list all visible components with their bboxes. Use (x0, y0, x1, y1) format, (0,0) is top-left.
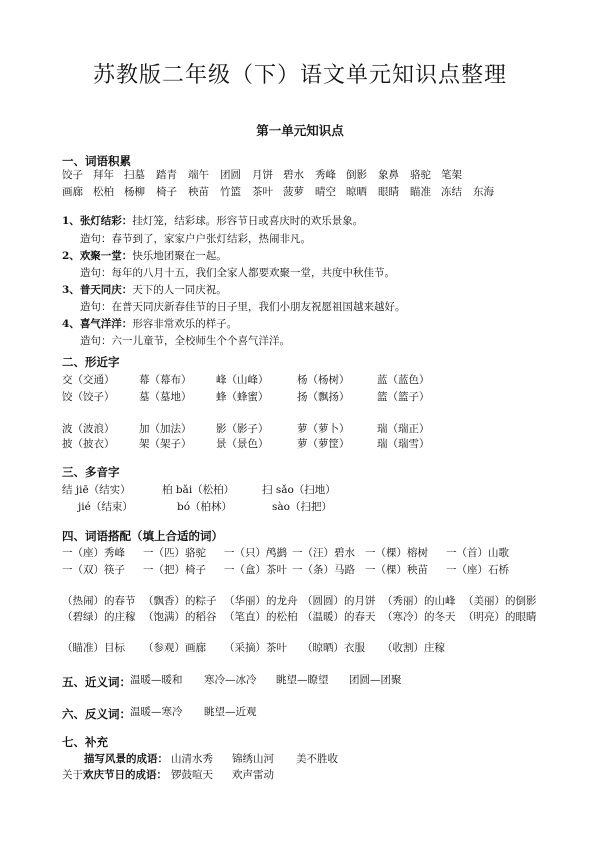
festival-idioms (0, 767, 600, 783)
similar-char-item: 饺（饺子） (62, 391, 115, 403)
vocab-word: 碧水 (283, 169, 304, 181)
vocab-row-1 (0, 167, 600, 183)
collocation-item: （秀丽）的山峰 (382, 595, 456, 607)
idiom-item: 山清水秀 (171, 753, 213, 765)
vocab-word: 画廊 (62, 186, 83, 198)
similar-char-item: 扬（飘扬） (297, 391, 350, 403)
idiom-item: 锣鼓喧天 (171, 769, 213, 781)
idiom-definition: 天下的人一同庆祝。 (132, 284, 227, 296)
idiom-item (62, 213, 363, 228)
collocation-item: （热闹）的春节 (62, 595, 136, 607)
similar-char-item: 萝（萝卜） (297, 423, 350, 435)
similar-char-item: 墓（墓地） (139, 391, 192, 403)
festival-idioms-label: 欢庆节日的成语： (83, 769, 167, 781)
idiom-number: 1、 (62, 215, 80, 227)
vocab-word: 秀峰 (315, 169, 336, 181)
idiom-number: 3、 (62, 284, 80, 296)
synonym-pair: 寒冷—冰冷 (204, 674, 257, 686)
similar-char-item: 萝（萝筐） (297, 438, 350, 450)
idiom-term: 普天同庆： (79, 284, 133, 296)
collocation-item: （飘香）的粽子 (143, 595, 217, 607)
vocab-word: 眼睛 (378, 186, 399, 198)
synonym-items (0, 672, 600, 688)
idiom-number: 4、 (62, 318, 80, 330)
similar-char-item: 波（波浪） (62, 423, 115, 435)
collocation-item: 一（盒）茶叶 (224, 564, 287, 576)
similar-char-item: 加（加法） (139, 423, 192, 435)
polyphone-item: 扫 sǎo（扫地） (262, 484, 336, 496)
idiom-item: 欢声雷动 (232, 769, 274, 781)
vocab-word: 晴空 (315, 186, 336, 198)
antonym-items (0, 704, 600, 720)
idiom-definition: 快乐地团聚在一起。 (132, 250, 227, 262)
polyphone-item: jié（结束） (78, 501, 133, 513)
collocation-item: （明亮）的眼睛 (463, 611, 537, 623)
collocation-item: 一（座）秀峰 (62, 547, 125, 559)
unit-subtitle: 第一单元知识点 (256, 123, 344, 138)
section-heading-antonyms: 六、反义词： (62, 707, 131, 721)
idiom-term: 欢聚一堂： (79, 250, 133, 262)
polyphone-item: 柏 bǎi（松柏） (162, 484, 235, 496)
idiom-sentence: 造句：每年的八月十五，我们全家人都要欢聚一堂，共度中秋佳节。 (80, 267, 395, 279)
idiom-sentence: 造句：六一儿童节，全校师生个个喜气洋洋。 (80, 335, 290, 347)
similar-char-item: 蓝（蓝色） (377, 374, 430, 386)
vocab-word: 拜年 (93, 169, 114, 181)
synonym-pair: 眺望—瞭望 (276, 674, 329, 686)
idiom-term: 张灯结彩： (79, 215, 133, 227)
section-heading-word-collocation: 四、词语搭配（填上合适的词） (62, 529, 223, 543)
vocab-word: 团圆 (220, 169, 241, 181)
collocation-item: （饱满）的稻谷 (143, 611, 217, 623)
similar-char-item: 杨（杨树） (297, 374, 350, 386)
collocation-item: （美丽）的倒影 (463, 595, 537, 607)
similar-chars-row (0, 421, 600, 437)
similar-char-item: 蜂（蜂蜜） (216, 391, 269, 403)
idiom-sentence: 造句：在普天同庆新春佳节的日子里，我们小朋友祝愿祖国越来越好。 (80, 301, 406, 313)
vocab-word: 杨柳 (124, 186, 145, 198)
similar-char-item: 瑞（瑞雪） (377, 438, 430, 450)
collocation-row (0, 545, 600, 561)
idiom-definition: 挂灯笼，结彩球。形容节日或喜庆时的欢乐景象。 (132, 215, 364, 227)
idiom-item (62, 316, 237, 331)
collocation-item: 一（棵）榕树 (365, 547, 428, 559)
collocation-row (0, 609, 600, 625)
similar-char-item: 幕（幕布） (139, 374, 192, 386)
similar-char-item: 瑞（瑞正） (377, 423, 430, 435)
collocation-item: 一（汪）碧水 (292, 547, 355, 559)
polyphone-item: sào（扫把） (272, 501, 332, 513)
vocab-word: 倒影 (346, 169, 367, 181)
idiom-item: 锦绣山河 (232, 753, 274, 765)
antonym-pair: 温暖—寒冷 (130, 706, 183, 718)
similar-char-item: 峰（山峰） (216, 374, 269, 386)
collocation-item: （寒冷）的冬天 (382, 611, 456, 623)
vocab-word: 月饼 (252, 169, 273, 181)
collocation-item: 一（条）马路 (292, 564, 355, 576)
vocab-word: 松柏 (93, 186, 114, 198)
section-heading-similar-chars: 二、形近字 (62, 355, 120, 369)
similar-chars-row (0, 389, 600, 405)
polyphone-item: 结 jiē（结实） (62, 484, 131, 496)
collocation-row (0, 593, 600, 609)
idiom-definition: 形容非常欢乐的样子。 (132, 318, 238, 330)
synonym-pair: 温暖—暖和 (130, 674, 183, 686)
vocab-word: 茶叶 (252, 186, 273, 198)
vocab-word: 竹篮 (220, 186, 241, 198)
idiom-item (62, 248, 227, 263)
collocation-item: （温暖）的春天 (302, 611, 376, 623)
similar-char-item: 披（披衣） (62, 438, 115, 450)
vocab-word: 瞄准 (410, 186, 431, 198)
synonym-pair: 团圆—团聚 (349, 674, 402, 686)
collocation-item: （圆圆）的月饼 (302, 595, 376, 607)
vocab-word: 东海 (473, 186, 494, 198)
vocab-word: 晾晒 (346, 186, 367, 198)
similar-chars-row (0, 372, 600, 388)
vocab-word: 骆驼 (410, 169, 431, 181)
vocab-word: 秧苗 (188, 186, 209, 198)
collocation-item: （采摘）茶叶 (224, 642, 287, 654)
idiom-number: 2、 (62, 250, 80, 262)
similar-char-item: 影（影子） (216, 423, 269, 435)
collocation-item: 一（只）鸬鹚 (224, 547, 287, 559)
scenery-idioms-label: 描写风景的成语： (84, 753, 168, 765)
vocab-word: 踏青 (156, 169, 177, 181)
idiom-item: 美不胜收 (296, 753, 338, 765)
section-heading-supplement: 七、补充 (62, 735, 108, 749)
collocation-item: 一（匹）骆驼 (143, 547, 206, 559)
collocation-row (0, 562, 600, 578)
similar-char-item: 架（架子） (139, 438, 192, 450)
similar-char-item: 交（交通） (62, 374, 115, 386)
vocab-word: 扫墓 (124, 169, 145, 181)
festival-prefix: 关于 (62, 769, 83, 781)
vocab-word: 笔架 (441, 169, 462, 181)
collocation-item: （参观）画廊 (143, 642, 206, 654)
idiom-term: 喜气洋洋： (79, 318, 133, 330)
collocation-item: 一（把）椅子 (143, 564, 206, 576)
vocab-word: 冻结 (441, 186, 462, 198)
section-heading-synonyms: 五、近义词： (62, 675, 131, 689)
vocab-word: 椅子 (156, 186, 177, 198)
similar-chars-row (0, 436, 600, 452)
similar-char-item: 景（景色） (216, 438, 269, 450)
similar-char-item: 篮（篮子） (377, 391, 430, 403)
section-heading-vocabulary: 一、词语积累 (62, 154, 131, 168)
vocab-word: 菠萝 (283, 186, 304, 198)
section-heading-polyphones: 三、多音字 (62, 465, 120, 479)
vocab-row-2 (0, 184, 600, 200)
vocab-word: 象鼻 (378, 169, 399, 181)
collocation-row (0, 640, 600, 656)
collocation-item: 一（棵）秧苗 (365, 564, 428, 576)
collocation-item: （收割）庄稼 (382, 642, 445, 654)
idiom-sentence: 造句：春节到了，家家户户张灯结彩，热闹非凡。 (80, 233, 311, 245)
page-title: 苏教版二年级（下）语文单元知识点整理 (92, 63, 507, 88)
collocation-item: 一（双）筷子 (62, 564, 125, 576)
collocation-item: （碧绿）的庄稼 (62, 611, 136, 623)
scenery-idioms (0, 751, 600, 767)
collocation-item: （华丽）的龙舟 (224, 595, 298, 607)
idiom-item (62, 282, 227, 297)
polyphone-row (0, 499, 600, 515)
collocation-item: 一（首）山歌 (446, 547, 509, 559)
antonym-pair: 眺望—近观 (204, 706, 257, 718)
vocab-word: 饺子 (62, 169, 83, 181)
collocation-item: （笔直）的松柏 (224, 611, 298, 623)
polyphone-row (0, 482, 600, 498)
collocation-item: （晾晒）衣服 (302, 642, 365, 654)
vocab-word: 端午 (188, 169, 209, 181)
polyphone-item: bó（柏林） (177, 501, 233, 513)
collocation-item: （瞄准）目标 (62, 642, 125, 654)
collocation-item: 一（座）石桥 (446, 564, 509, 576)
